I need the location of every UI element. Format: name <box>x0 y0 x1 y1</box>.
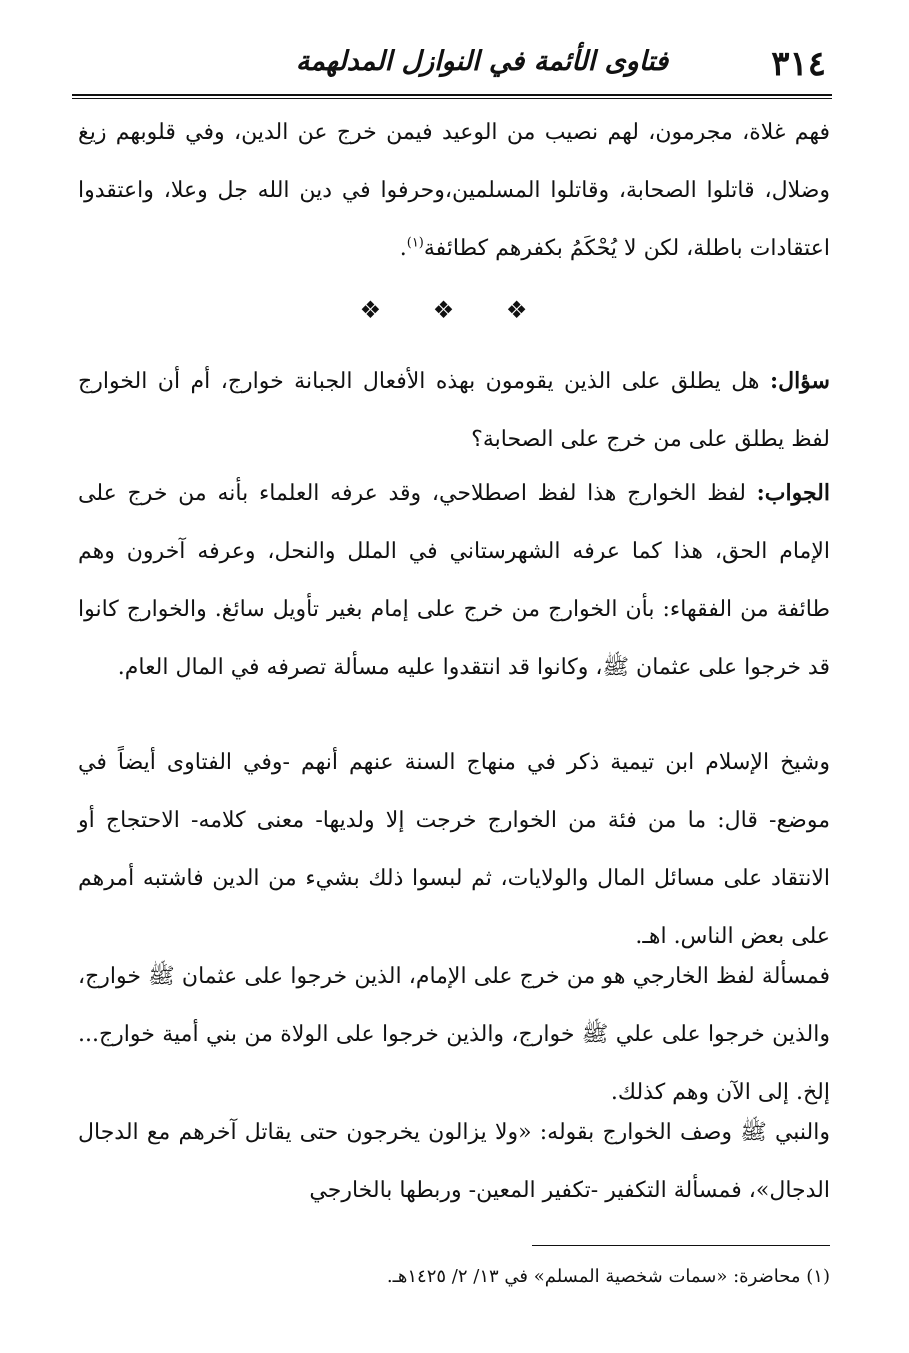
paragraph-hadith <box>78 1104 830 1220</box>
paragraph-end: . <box>399 236 407 261</box>
section-separator: ❖ ❖ ❖ <box>359 296 550 324</box>
page-header <box>72 38 832 94</box>
paragraph-text: فمسألة لفظ الخارجي هو من خرج على الإمام، الذين خرجوا على عثمان ﷺ خوارج، والذين خرجوا على علي ﷺ خوارج، والذين خرجوا على الولاة من بني أمية خوارج... إلخ. إلى الآن وهم كذلك. <box>78 964 830 1105</box>
paragraph-ibn-taymiyyah <box>78 734 830 966</box>
paragraph-continuation <box>78 104 830 278</box>
answer-label: الجواب: <box>756 480 830 506</box>
question-text: هل يطلق على الذين يقومون بهذه الأفعال الجبانة خوارج، أم أن الخوارج لفظ يطلق على من خرج على الصحابة؟ <box>78 369 830 452</box>
paragraph-khariji-definition <box>78 948 830 1122</box>
footnote-ref: (١) <box>406 235 424 251</box>
paragraph-text: والنبي ﷺ وصف الخوارج بقوله: «ولا يزالون يخرجون حتى يقاتل آخرهم مع الدجال الدجال»، فمسألة التكفير -تكفير المعين- وربطها بالخارجي <box>78 1120 830 1203</box>
answer-paragraph <box>78 464 830 697</box>
paragraph-text: وشيخ الإسلام ابن تيمية ذكر في منهاج السنة عنهم أنهم -وفي الفتاوى أيضاً في موضع- قال: ما من فئة من الخوارج خرجت إلا ولديها- معنى كلامه- الاحتجاج أو الانتقاد على مسائل المال والولايات، ثم لبسوا ذلك بشيء من الدين فاشتبه أمرهم على بعض الناس. اهـ. <box>78 750 830 949</box>
footnote-rule <box>532 1245 830 1246</box>
question-label: سؤال: <box>769 368 830 394</box>
paragraph-text: فهم غلاة، مجرمون، لهم نصيب من الوعيد فيمن خرج عن الدين، وفي قلوبهم زيغ وضلال، قاتلوا الصحابة، وقاتلوا المسلمين،وحرفوا في دين الله جل وعلا، واعتقدوا اعتقادات باطلة، لكن لا يُحْكَمُ بكفرهم كطائفة <box>78 120 830 261</box>
header-rule <box>72 94 832 99</box>
question-paragraph <box>78 352 830 469</box>
page-number: ٣١٤ <box>771 44 826 84</box>
running-title: فتاوى الأئمة في النوازل المدلهمة <box>295 46 669 77</box>
footnote: (١) محاضرة: «سمات شخصية المسلم» في ١٣/ ٢/ ١٤٢٥هـ. <box>386 1266 830 1287</box>
answer-text: لفظ الخوارج هذا لفظ اصطلاحي، وقد عرفه العلماء بأنه من خرج على الإمام الحق، هذا كما عرفه الشهرستاني في الملل والنحل، وعرفه آخرون وهم طائفة من الفقهاء: بأن الخوارج من خرج على إمام بغير تأويل سائغ. والخوارج كانوا قد خرجوا على عثمان ﷺ، وكانوا قد انتقدوا عليه مسألة تصرفه في المال العام. <box>78 481 830 680</box>
